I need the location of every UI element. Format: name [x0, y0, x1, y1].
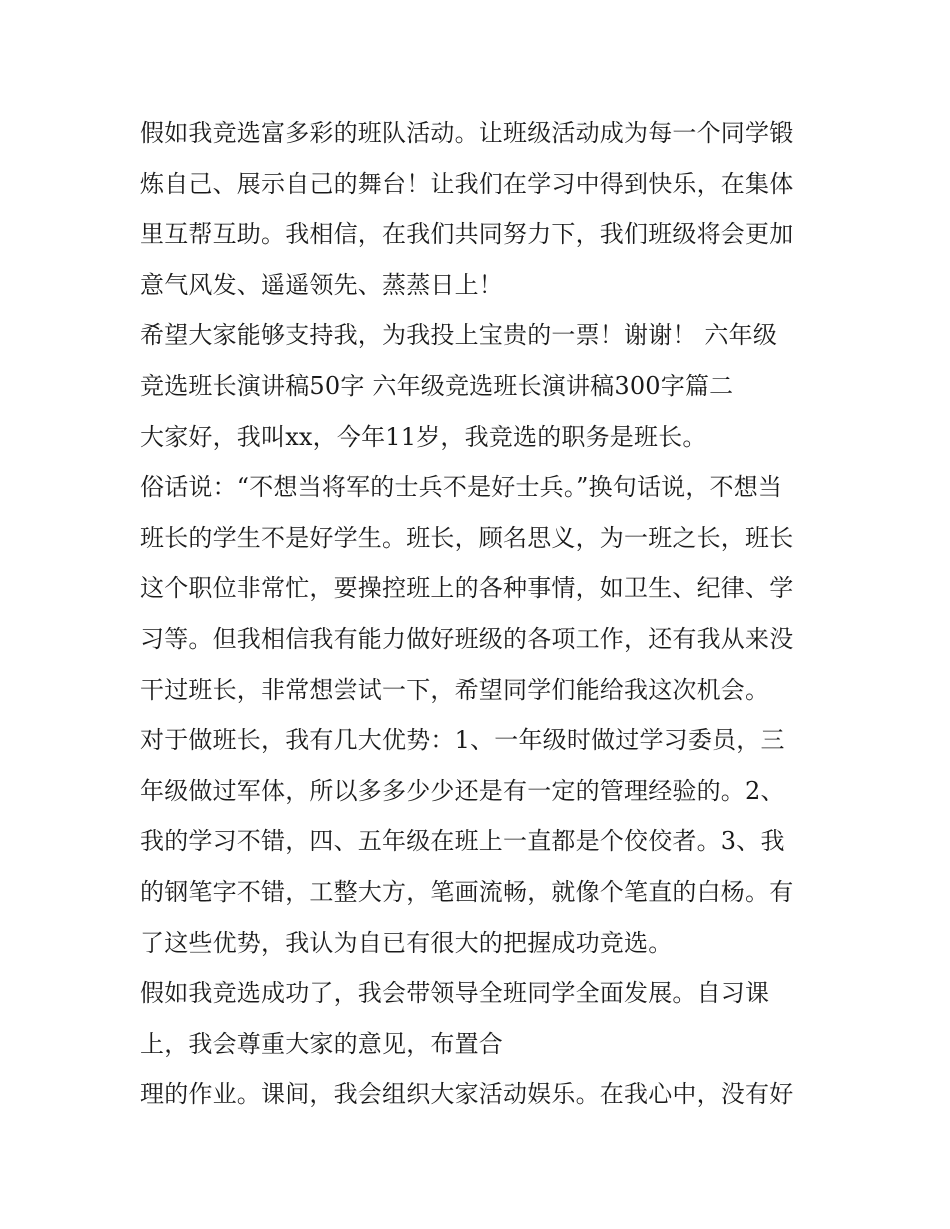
- text-line: 里互帮互助。我相信，在我们共同努力下，我们班级将会更加: [140, 220, 794, 249]
- text-line: 这个职位非常忙，要操控班上的各种事情，如卫生、纪律、学: [140, 574, 794, 603]
- text-line: 希望大家能够支持我，为我投上宝贵的一票！谢谢！ 六年级: [140, 321, 778, 350]
- text-line: 竞选班长演讲稿50字 六年级竞选班长演讲稿300字篇二: [140, 371, 734, 400]
- text-line: 理的作业。课间，我会组织大家活动娱乐。在我心中，没有好: [140, 1080, 794, 1109]
- text-line: 习等。但我相信我有能力做好班级的各项工作，还有我从来没: [140, 624, 794, 653]
- text-line: 我的学习不错，四、五年级在班上一直都是个佼佼者。3、我: [140, 827, 785, 856]
- text-line: 上，我会尊重大家的意见，布置合: [140, 1029, 503, 1058]
- text-line: 对于做班长，我有几大优势：1、一年级时做过学习委员，三: [140, 726, 785, 755]
- text-line: 班长的学生不是好学生。班长，顾名思义，为一班之长，班长: [140, 523, 794, 552]
- text-line: 俗话说：“不想当将军的士兵不是好士兵。”换句话说，不想当: [140, 473, 783, 502]
- text-line: 大家好，我叫xx，今年11岁，我竞选的职务是班长。: [140, 422, 707, 451]
- text-line: 的钢笔字不错，工整大方，笔画流畅，就像个笔直的白杨。有: [140, 877, 794, 906]
- document-body: [140, 108, 830, 1120]
- text-line: 假如我竞选富多彩的班队活动。让班级活动成为每一个同学锻: [140, 119, 794, 147]
- text-line: 干过班长，非常想尝试一下，希望同学们能给我这次机会。: [140, 675, 770, 704]
- text-line: 假如我竞选成功了，我会带领导全班同学全面发展。自习课: [140, 979, 770, 1008]
- text-line: 年级做过军体，所以多多少少还是有一定的管理经验的。2、: [140, 776, 785, 805]
- text-line: 意气风发、遥遥领先、蒸蒸日上！: [140, 270, 503, 299]
- text-line: 了这些优势，我认为自已有很大的把握成功竞选。: [140, 928, 673, 957]
- text-line: 炼自己、展示自己的舞台！让我们在学习中得到快乐，在集体: [140, 169, 794, 198]
